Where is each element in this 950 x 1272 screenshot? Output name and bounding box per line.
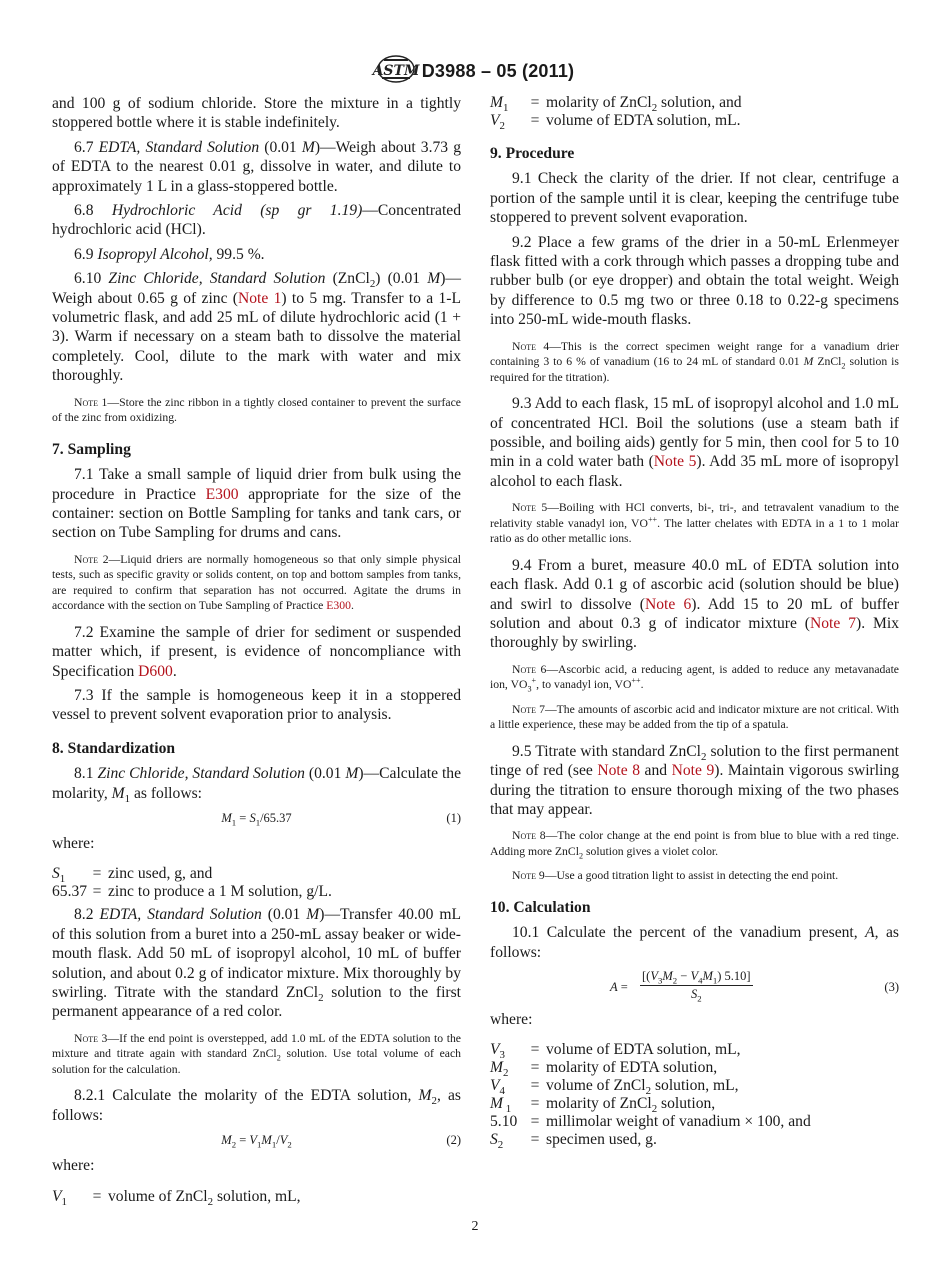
text-run: 2 bbox=[651, 1103, 658, 1116]
text-run: 6.8 bbox=[74, 202, 112, 220]
equation-number: (2) bbox=[446, 1133, 461, 1148]
text-run: and 100 g of sodium chloride. Store the mixture in a tightly stoppered bottle where it is stable indefinitely. bbox=[52, 95, 461, 132]
text-run: = bbox=[617, 980, 628, 995]
where-label: where: bbox=[52, 834, 95, 852]
text-run: 2 bbox=[318, 992, 324, 1005]
text-run: 2 bbox=[369, 278, 376, 291]
paragraph bbox=[52, 245, 461, 264]
definition-row bbox=[490, 1077, 899, 1098]
text-run: 2 bbox=[287, 1139, 292, 1150]
text-run: 8. Standardization bbox=[52, 739, 176, 757]
note-link[interactable]: Note 5 bbox=[653, 453, 697, 471]
text-run: M bbox=[221, 1133, 232, 1148]
text-run: )—Weigh about 0.65 g of zinc ( bbox=[52, 270, 461, 307]
text-run: 99.5 %. bbox=[212, 245, 265, 263]
text-run: volume of EDTA solution, mL, bbox=[546, 1041, 741, 1059]
text-run: M bbox=[418, 1087, 432, 1105]
page-number: 2 bbox=[471, 1219, 479, 1234]
text-run: solution to the first permanent tinge of red (see bbox=[490, 742, 899, 780]
symbol bbox=[490, 1095, 524, 1116]
text-run: and bbox=[640, 762, 672, 780]
note bbox=[52, 552, 461, 614]
text-run: Note bbox=[512, 829, 536, 843]
text-run: V bbox=[490, 112, 500, 129]
definition-text bbox=[546, 94, 742, 115]
text-run: 10.1 Calculate the percent of the vanadium present, bbox=[512, 924, 866, 942]
text-run: 2 bbox=[503, 1067, 509, 1080]
paragraph bbox=[490, 742, 899, 820]
text-run: 3 bbox=[657, 975, 663, 986]
text-run: appropriate for the size of the container: section on Bottle Sampling for tanks and tank cars, or section on Tube Sampling for drums and cans. bbox=[52, 485, 461, 542]
definition-text bbox=[108, 883, 332, 901]
paragraph bbox=[490, 233, 899, 330]
text-run: 1 bbox=[124, 792, 131, 805]
text-run: 6.7 bbox=[74, 138, 99, 156]
text-run: EDTA, Standard Solution bbox=[99, 906, 262, 924]
text-run: 1 bbox=[59, 873, 66, 886]
text-run: 1 bbox=[503, 1103, 512, 1116]
symbol bbox=[52, 865, 86, 886]
text-run: V bbox=[490, 1077, 500, 1095]
text-run: 2 bbox=[207, 1195, 214, 1208]
equals-sign: = bbox=[530, 1095, 540, 1113]
text-run: Note bbox=[512, 702, 536, 716]
text-run: S bbox=[690, 987, 698, 1002]
symbol bbox=[52, 1188, 86, 1206]
fraction bbox=[640, 968, 753, 1003]
text-run: 9.1 Check the clarity of the drier. If not clear, centrifuge a portion of the sample until it is clear, keeping the centrifuge tube stoppered to prevent solvent evaporation. bbox=[490, 170, 899, 227]
where-label: where: bbox=[490, 1011, 533, 1029]
text-run: M bbox=[662, 969, 673, 984]
equation bbox=[490, 968, 899, 1006]
text-run: 9.5 Titrate with standard ZnCl bbox=[512, 742, 701, 760]
text-run: , to vanadyl ion, VO bbox=[536, 678, 632, 692]
text-run: , as follows: bbox=[52, 1087, 462, 1124]
note-link[interactable]: E300 bbox=[326, 599, 351, 613]
paragraph bbox=[52, 905, 461, 1021]
text-run: (0.01 bbox=[259, 138, 302, 156]
text-run: specimen used, g. bbox=[546, 1131, 657, 1149]
text-run: 2 bbox=[578, 851, 584, 861]
text-run: S bbox=[490, 1131, 498, 1149]
text-run: 7.3 If the sample is homogeneous keep it in a stoppered vessel to prevent solvent evaporation prior to analysis. bbox=[52, 686, 461, 724]
text-run: 1 bbox=[61, 1195, 67, 1208]
text-run: solution gives a violet color. bbox=[583, 844, 719, 858]
paragraph bbox=[52, 465, 461, 543]
text-run: Note bbox=[512, 339, 536, 353]
document-designation: D3988 – 05 (2011) bbox=[421, 61, 575, 81]
text-run: 1—Store the zinc ribbon in a tightly closed container to prevent the surface of the zinc from oxidizing. bbox=[52, 395, 461, 425]
text-run: solution is required for the titration). bbox=[490, 355, 899, 384]
text-run: ++ bbox=[647, 514, 658, 524]
text-run: solution. Use total volume of each solution for the calculation. bbox=[52, 1047, 461, 1076]
text-run: 8.2.1 Calculate the molarity of the EDTA solution, bbox=[74, 1087, 419, 1105]
text-run: ZnCl bbox=[813, 355, 842, 369]
variable-definitions bbox=[490, 94, 899, 133]
equals-sign: = bbox=[530, 1059, 540, 1077]
paragraph bbox=[52, 201, 461, 240]
text-run: V bbox=[490, 1041, 500, 1059]
text-run: 3—If the end point is overstepped, add 1.0 mL of the EDTA solution to the mixture and titrate again with standard ZnCl bbox=[52, 1031, 461, 1061]
text-run: 1 bbox=[231, 817, 237, 828]
text-run: . The latter chelates with EDTA in a 1 to 1 molar ratio as do other metallic ions. bbox=[490, 516, 899, 546]
text-run: 5.10 bbox=[490, 1113, 518, 1131]
text-run: 7. Sampling bbox=[52, 440, 131, 458]
text-run: molarity of ZnCl bbox=[546, 94, 652, 111]
text-run: , as follows: bbox=[490, 924, 899, 961]
definition-row bbox=[52, 883, 461, 901]
symbol bbox=[490, 1131, 524, 1152]
text-run: solution, mL, bbox=[651, 1077, 739, 1095]
text-run: volume of ZnCl bbox=[108, 1187, 208, 1205]
text-run: A bbox=[865, 924, 875, 942]
text-run: = bbox=[236, 810, 250, 825]
text-run: ). Mix thoroughly by swirling. bbox=[490, 614, 899, 652]
definition-row bbox=[490, 94, 899, 115]
note-link[interactable]: Note 9 bbox=[671, 762, 715, 780]
note bbox=[490, 702, 899, 733]
text-run: S bbox=[52, 865, 60, 883]
text-run: Note bbox=[74, 1031, 98, 1045]
text-run: (0.01 bbox=[261, 906, 307, 924]
text-run: 7—The amounts of ascorbic acid and indicator mixture are not critical. With a little experience, these may be added from the tip of a spatula. bbox=[490, 702, 899, 732]
text-run: M bbox=[261, 1133, 272, 1148]
variable-definitions bbox=[52, 865, 461, 901]
definition-text bbox=[546, 1059, 717, 1077]
text-run: 9.3 Add to each flask, 15 mL of isopropyl alcohol and 1.0 mL of concentrated HCl. Boil the solutions (use a steam bath if possible, and boiling aids) gently for 5 min, then cool for 5 to 10 min in a cold water bath ( bbox=[490, 395, 899, 471]
text-run: ) (0.01 bbox=[375, 270, 428, 288]
text-run: V bbox=[690, 969, 699, 984]
text-run: 6.9 bbox=[74, 245, 98, 263]
text-run: 2 bbox=[651, 102, 658, 115]
text-run: 2 bbox=[499, 120, 505, 133]
text-run: (0.01 bbox=[304, 765, 346, 783]
text-run: M bbox=[221, 810, 232, 825]
text-run: solution, bbox=[657, 1095, 716, 1113]
text-run: / bbox=[276, 1133, 280, 1148]
text-run: V bbox=[249, 1133, 258, 1148]
text-run: M bbox=[301, 138, 315, 156]
text-run: 6—Ascorbic acid, a reducing agent, is added to reduce any metavanadate ion, VO bbox=[490, 662, 899, 692]
symbol bbox=[490, 1059, 524, 1080]
definition-row bbox=[490, 1131, 899, 1152]
text-run: 2 bbox=[841, 361, 846, 371]
text-run: 2 bbox=[497, 1139, 504, 1152]
text-run: 7.1 Take a small sample of liquid drier from bulk using the procedure in Practice bbox=[52, 466, 461, 503]
text-run: volume of EDTA solution, mL. bbox=[546, 112, 741, 129]
paragraph bbox=[52, 138, 461, 196]
text-run: 8—The color change at the end point is from blue to blue with a red tinge. Adding more ZnCl bbox=[490, 829, 899, 858]
text-run: (ZnCl bbox=[325, 270, 370, 288]
text-run: 6.10 bbox=[74, 270, 109, 288]
text-run: 2 bbox=[276, 1053, 281, 1063]
where-label: where: bbox=[52, 1157, 95, 1175]
text-run: 9.4 From a buret, measure 40.0 mL of EDTA solution into each flask. Add 0.1 g of ascorbic acid (solution should be blue) and swirl to dissolve ( bbox=[490, 556, 899, 613]
text-run: Hydrochloric Acid (sp gr 1.19) bbox=[111, 202, 363, 220]
text-run: ) 5.10] bbox=[717, 969, 751, 984]
section-heading bbox=[52, 739, 461, 758]
text-run: M bbox=[111, 784, 125, 802]
note-link[interactable]: Note 1 bbox=[238, 289, 282, 307]
text-run: 1 bbox=[255, 817, 261, 828]
paragraph bbox=[52, 686, 461, 725]
page-header bbox=[0, 54, 950, 89]
text-run: Zinc Chloride, Standard Solution bbox=[97, 765, 305, 783]
paragraph bbox=[490, 923, 899, 962]
text-run: 2 bbox=[697, 993, 702, 1004]
text-run: V bbox=[52, 1187, 62, 1205]
text-run: − bbox=[677, 969, 691, 984]
note bbox=[52, 395, 461, 426]
text-run: V bbox=[279, 1133, 288, 1148]
definition-text bbox=[546, 1041, 741, 1059]
text-run: V bbox=[650, 969, 658, 984]
text-run: ). Add 35 mL more of isopropyl alcohol to each flask. bbox=[490, 453, 900, 490]
note bbox=[52, 1031, 461, 1078]
note bbox=[490, 868, 899, 884]
definition-text bbox=[108, 1188, 301, 1206]
definition-text bbox=[546, 1095, 716, 1116]
text-run: 5—Boiling with HCl converts, bi-, tri-, and tetravalent vanadium to the relativity stable vanadyl ion, VO bbox=[490, 501, 899, 530]
text-run: M bbox=[803, 355, 814, 369]
text-run: 10. Calculation bbox=[490, 898, 591, 916]
text-run: molarity of ZnCl bbox=[546, 1095, 652, 1113]
equals-sign: = bbox=[530, 94, 540, 111]
text-run: molarity of EDTA solution, bbox=[546, 1059, 718, 1077]
text-run: ). Add 15 to 20 mL of buffer solution and about 0.3 g of indicator mixture ( bbox=[490, 595, 900, 632]
definition-text bbox=[546, 112, 741, 130]
text-run: 2—Liquid driers are normally homogeneous so that only simple physical tests, such as specific gravity or solids content, on top and bottom samples from tanks, are required to confirm that separation has not occurred. Agitate the drums in accordance with the section on Tube Sampling of Practice bbox=[52, 552, 461, 613]
note-link[interactable]: D600 bbox=[138, 662, 173, 680]
text-run: zinc to produce a 1 M solution, g/L. bbox=[108, 883, 332, 901]
equals-sign: = bbox=[92, 883, 102, 901]
equation-body bbox=[221, 1133, 292, 1150]
right-column bbox=[490, 94, 899, 1153]
definition-text bbox=[546, 1113, 811, 1131]
text-run: 3 bbox=[499, 1049, 505, 1062]
paragraph bbox=[52, 764, 461, 803]
definition-text bbox=[108, 865, 212, 883]
equation-lhs bbox=[610, 978, 628, 997]
symbol bbox=[490, 1041, 524, 1062]
equation bbox=[52, 1130, 461, 1150]
note bbox=[490, 500, 899, 547]
equation-body bbox=[221, 810, 292, 828]
symbol bbox=[490, 94, 524, 115]
text-run: . bbox=[172, 662, 177, 680]
text-run: Isopropyl Alcohol, bbox=[97, 245, 213, 263]
text-run: 8.2 bbox=[74, 906, 100, 924]
text-run: volume of ZnCl bbox=[546, 1077, 646, 1095]
svg-text:ASTM: ASTM bbox=[372, 63, 420, 79]
definition-row bbox=[490, 1095, 899, 1116]
definition-row bbox=[52, 865, 461, 886]
definition-row bbox=[52, 1188, 461, 1206]
section-heading bbox=[490, 898, 899, 917]
equals-sign: = bbox=[530, 1131, 540, 1149]
text-run: M bbox=[490, 94, 503, 111]
text-run: millimolar weight of vanadium × 100, and bbox=[546, 1113, 811, 1131]
text-run: —Concentrated hydrochloric acid (HCl). bbox=[52, 202, 462, 239]
equation-number: (3) bbox=[884, 980, 899, 995]
astm-logo-icon bbox=[372, 54, 420, 89]
text-run: 8.1 bbox=[74, 765, 98, 783]
text-run: ++ bbox=[631, 676, 641, 686]
text-run: 4 bbox=[499, 1085, 505, 1098]
text-run: )—Transfer 40.00 mL of this solution from a buret into a 250-mL assay beaker or wide-mouth flask. Add 50 mL of isopropyl alcohol, 10 mL of buffer solution, and about 0.2 g of indicator mixture. Mix thoroughly by swirling. Titrate with the standard ZnCl bbox=[52, 906, 462, 1001]
text-run: . bbox=[350, 599, 354, 613]
text-run: Note bbox=[512, 501, 536, 515]
text-run: 9.2 Place a few grams of the drier in a 50-mL Erlenmeyer flask fitted with a cork through which passes a dropping tube and rubber bulb (or eye dropper) and obtain the total weight. Weigh by difference to 0.5 mg two or three 0.18 to 0.22-g specimens into 250-mL wide-mouth flasks. bbox=[490, 233, 899, 329]
note-link[interactable]: Note 7 bbox=[810, 614, 857, 632]
symbol bbox=[52, 883, 86, 901]
text-run: M bbox=[490, 1095, 503, 1113]
paragraph bbox=[490, 556, 899, 653]
text-run: = bbox=[236, 1133, 250, 1148]
definition-row bbox=[490, 1059, 899, 1080]
text-run: )—Weigh about 3.73 g of EDTA to the nearest 0.01 g, dissolve in water, and dilute to approximately 1 L in a glass-stoppered bottle. bbox=[52, 138, 462, 195]
text-run: M bbox=[345, 765, 359, 783]
text-run: 9—Use a good titration light to assist in detecting the end point. bbox=[536, 869, 839, 883]
text-run: A bbox=[610, 980, 618, 995]
text-run: + bbox=[531, 676, 537, 686]
text-run: [( bbox=[642, 969, 651, 984]
text-run: /65.37 bbox=[260, 810, 292, 825]
text-run: 1 bbox=[257, 1139, 262, 1150]
paragraph bbox=[52, 1086, 461, 1125]
definition-row bbox=[490, 1041, 899, 1062]
text-run: solution, mL, bbox=[213, 1187, 301, 1205]
symbol bbox=[490, 112, 524, 133]
equation bbox=[52, 808, 461, 828]
note bbox=[490, 662, 899, 693]
definition-text bbox=[546, 1077, 739, 1098]
left-column bbox=[52, 94, 461, 1210]
text-run: Note bbox=[512, 662, 536, 676]
definition-row bbox=[490, 1113, 899, 1131]
text-run: zinc used, g, and bbox=[108, 865, 213, 883]
paragraph bbox=[52, 623, 461, 681]
note-link[interactable]: Note 8 bbox=[597, 762, 641, 780]
note-link[interactable]: Note 6 bbox=[644, 595, 692, 613]
symbol bbox=[490, 1113, 524, 1131]
definition-text bbox=[546, 1131, 657, 1149]
text-run: 2 bbox=[645, 1085, 652, 1098]
text-run: 1 bbox=[503, 102, 509, 115]
text-run: 4 bbox=[698, 975, 703, 986]
text-run: EDTA, Standard Solution bbox=[98, 138, 260, 156]
equals-sign: = bbox=[92, 865, 102, 883]
text-run: 9. Procedure bbox=[490, 145, 575, 162]
note bbox=[490, 828, 899, 859]
equals-sign: = bbox=[530, 1077, 540, 1095]
equation-number: (1) bbox=[446, 810, 461, 825]
text-run: Note bbox=[74, 395, 98, 409]
text-run: )—Calculate the molarity, bbox=[52, 765, 462, 802]
text-run: as follows: bbox=[130, 784, 202, 802]
variable-definitions bbox=[490, 1041, 899, 1152]
text-run: 65.37 bbox=[52, 883, 88, 901]
equals-sign: = bbox=[530, 1041, 540, 1059]
paragraph bbox=[490, 169, 899, 227]
symbol bbox=[490, 1077, 524, 1098]
text-run: M bbox=[427, 270, 441, 288]
text-run: Zinc Chloride, Standard Solution bbox=[108, 270, 326, 288]
text-run: 4—This is the correct specimen weight range for a vanadium drier containing 3 to 6 % of vanadium (16 to 24 mL of standard 0.01 bbox=[490, 339, 899, 369]
definition-row bbox=[490, 112, 899, 133]
text-run: 2 bbox=[431, 1095, 437, 1108]
text-run: M bbox=[306, 906, 320, 924]
text-run: ). Maintain vigorous swirling during the titration to ensure thorough mixing of the two phases that may appear. bbox=[490, 762, 899, 818]
section-heading bbox=[490, 144, 899, 163]
note bbox=[490, 339, 899, 386]
paragraph bbox=[52, 269, 461, 385]
text-run: 3 bbox=[527, 684, 532, 694]
text-run: solution to the first permanent appearance of a red color. bbox=[52, 984, 461, 1021]
text-run: Note bbox=[512, 869, 536, 883]
text-run: 1 bbox=[712, 975, 718, 986]
variable-definitions bbox=[52, 1188, 461, 1206]
text-run: M bbox=[702, 969, 713, 984]
equals-sign: = bbox=[530, 1113, 540, 1131]
text-run: 2 bbox=[700, 750, 707, 763]
text-run: 1 bbox=[271, 1139, 277, 1150]
section-heading bbox=[52, 440, 461, 459]
equals-sign: = bbox=[530, 112, 540, 129]
text-run: 2 bbox=[672, 975, 678, 986]
note-link[interactable]: E300 bbox=[205, 485, 239, 503]
text-run: S bbox=[249, 810, 256, 825]
text-run: M bbox=[490, 1059, 503, 1077]
text-run: 2 bbox=[231, 1139, 237, 1150]
text-run: solution, and bbox=[657, 94, 742, 111]
numerator bbox=[640, 968, 753, 986]
denominator bbox=[640, 986, 753, 1003]
equals-sign: = bbox=[92, 1187, 102, 1205]
text-run: 7.2 Examine the sample of drier for sediment or suspended matter which, if present, is evidence of noncompliance with Specification bbox=[52, 623, 461, 680]
paragraph bbox=[52, 94, 461, 133]
text-run: Note bbox=[74, 552, 98, 566]
text-run: . bbox=[640, 678, 644, 692]
text-run: ) to 5 mg. Transfer to a 1-L volumetric flask, and add 25 mL of dilute hydrochloric acid (1 + 3). Warm if necessary on a steam bath to dissolve the material completely. Cool, dilute to the mark with water and mix thoroughly. bbox=[52, 289, 462, 385]
paragraph bbox=[490, 394, 899, 491]
